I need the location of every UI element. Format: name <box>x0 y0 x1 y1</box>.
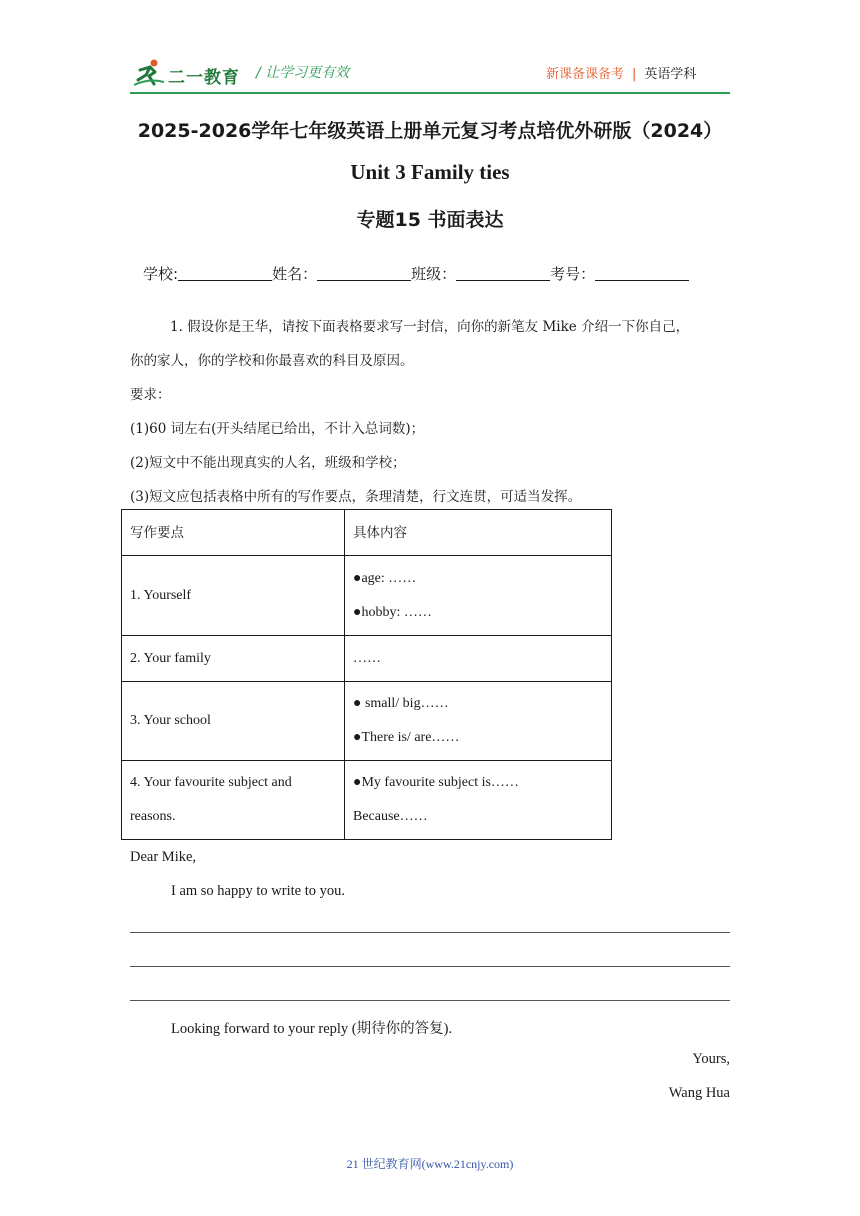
header-divider <box>130 92 730 94</box>
running-figure-logo-icon <box>134 58 164 86</box>
requirements-heading: 要求： <box>130 387 171 403</box>
name-label: 姓名： <box>272 265 318 283</box>
header-right <box>546 63 696 82</box>
writing-line[interactable] <box>130 966 730 967</box>
name-blank[interactable] <box>317 266 411 281</box>
school-blank[interactable] <box>178 266 272 281</box>
table-cell-content: ●My favourite subject is…… Because…… <box>345 761 612 840</box>
student-info-line <box>143 263 689 284</box>
letter-closing: Looking forward to your reply (期待你的答复). <box>171 1021 453 1037</box>
header-subject-label: 英语学科 <box>644 67 697 82</box>
document-title: 2025-2026学年七年级英语上册单元复习考点培优外研版（2024） <box>137 120 723 142</box>
header-separator: | <box>632 67 637 82</box>
letter-greeting: Dear Mike, <box>130 849 197 865</box>
table-header-cell: 写作要点 <box>122 510 345 556</box>
page-footer: 21 世纪教育网(www.21cnjy.com) <box>346 1157 514 1171</box>
topic-title: 专题15 书面表达 <box>356 209 504 231</box>
table-cell-content: …… <box>345 636 612 682</box>
letter-signature: Wang Hua <box>668 1085 730 1101</box>
brand-slogan: / 让学习更有效 <box>256 65 350 81</box>
letter-opening: I am so happy to write to you. <box>171 883 345 899</box>
header-course-label: 新课备课备考 <box>546 67 625 82</box>
table-header-cell: 具体内容 <box>345 510 612 556</box>
table-row <box>122 556 612 636</box>
requirement-3: (3)短文应包括表格中所有的写作要点，条理清楚，行文连贯，可适当发挥。 <box>130 489 582 505</box>
school-label: 学校: <box>143 265 179 283</box>
letter-sign-off: Yours, <box>692 1051 730 1067</box>
writing-line[interactable] <box>130 932 730 933</box>
question-prompt-line-1: 1. 假设你是王华，请按下面表格要求写一封信，向你的新笔友 Mike 介绍一下你自己， <box>170 319 690 335</box>
class-blank[interactable] <box>456 266 550 281</box>
class-label: 班级： <box>411 265 457 283</box>
table-cell-content: ●age: …… ●hobby: …… <box>345 556 612 636</box>
table-header-row <box>122 510 612 556</box>
requirement-2: (2)短文中不能出现真实的人名，班级和学校； <box>130 455 406 471</box>
table-cell-point: 1. Yourself <box>122 556 345 636</box>
table-cell-content: ● small/ big…… ●There is/ are…… <box>345 682 612 761</box>
brand-logo-text: 二一教育 <box>168 68 240 88</box>
table-row <box>122 682 612 761</box>
exam-number-label: 考号： <box>550 265 596 283</box>
exam-number-blank[interactable] <box>595 266 689 281</box>
writing-line[interactable] <box>130 1000 730 1001</box>
writing-points-table <box>121 509 612 840</box>
table-row <box>122 761 612 840</box>
table-cell-point: 2. Your family <box>122 636 345 682</box>
table-row <box>122 636 612 682</box>
table-cell-point: 3. Your school <box>122 682 345 761</box>
table-cell-point: 4. Your favourite subject and reasons. <box>122 761 345 840</box>
requirement-1: (1)60 词左右(开头结尾已给出，不计入总词数)； <box>130 421 425 437</box>
unit-title: Unit 3 Family ties <box>350 160 510 184</box>
question-prompt-line-2: 你的家人，你的学校和你最喜欢的科目及原因。 <box>130 353 414 369</box>
